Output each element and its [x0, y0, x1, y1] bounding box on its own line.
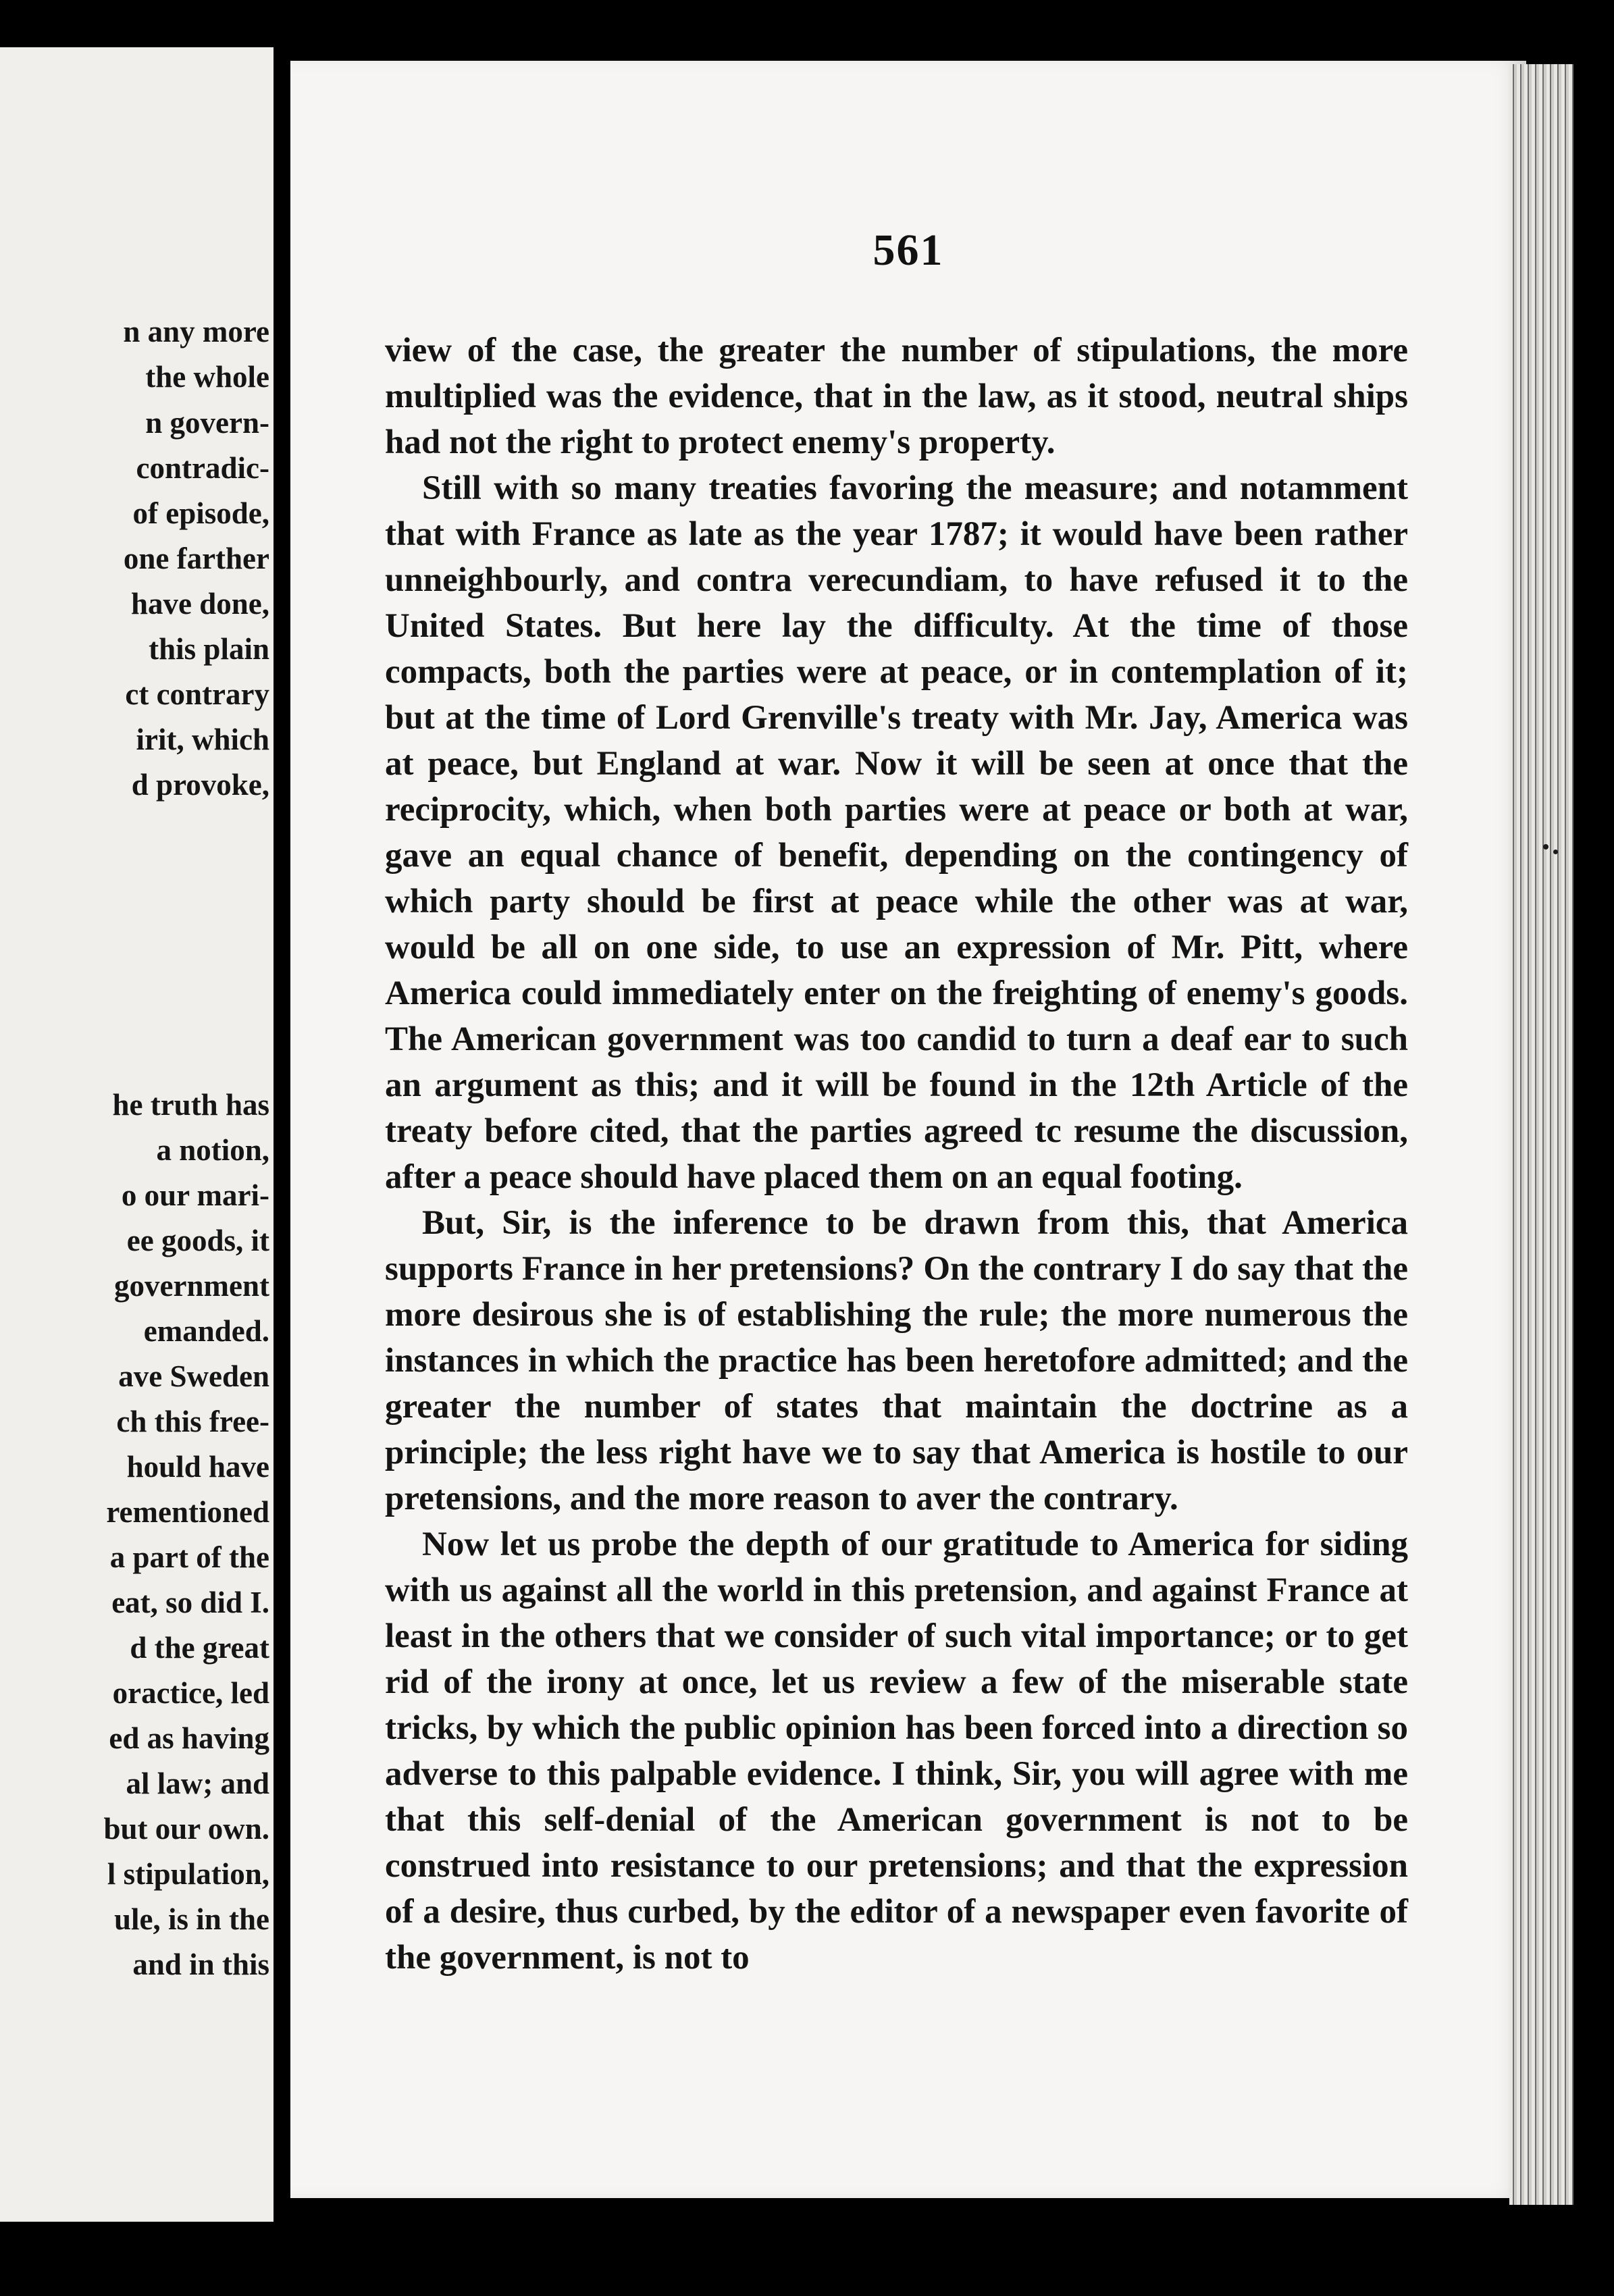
facing-line: hould have [126, 1450, 269, 1484]
facing-line: eat, so did I. [111, 1586, 269, 1619]
facing-page [0, 47, 278, 2222]
paragraph: Still with so many treaties favoring the measure; and notamment that with France as late as the year 1787; it would have been rather unneighbourly, and contra verecundiam, to have refused it to the United States. But here lay the difficulty. At the time of those compacts, both the parties were at peace, or in contemplation of it; but at the time of Lord Grenville's treaty with Mr. Jay, America was at peace, but England at war. Now it will be seen at once that the reciprocity, which, when both parties were at peace or both at war, gave an equal chance of benefit, depending on the contingency of which party should be first at peace while the other was at war, would be all on one side, to use an expression of Mr. Pitt, where America could immediately enter on the freighting of enemy's goods. The American government was too candid to turn a deaf ear to such an argument as this; and it will be found in the 12th Article of the treaty before cited, that the parties agreed tc resume the discussion, after a peace should have placed them on an equal footing. [385, 469, 1408, 1196]
paragraph: view of the case, the greater the number of stipulations, the more multiplied was the evidence, that in the law, as it stood, neutral ships had not the right to protect enemy's property. [385, 332, 1408, 461]
facing-line: emanded. [143, 1314, 269, 1348]
paragraph: Now let us probe the depth of our gratitude to America for siding with us against all the world in this pretension, and against France at least in the others that we consider of such vital importance; or to get rid of the irony at once, let us review a few of the miserable state tricks, by which the public opinion has been forced into a direction so adverse to this palpable evidence. I think, Sir, you will agree with me that this self-denial of the American government is not to be construed into resistance to our pretensions; and that the expression of a desire, thus curbed, by the editor of a newspaper even favorite of the government, is not to [385, 1525, 1408, 1977]
facing-line: a part of the [109, 1540, 269, 1574]
facing-line: l stipulation, [107, 1857, 269, 1891]
facing-line: oractice, led [112, 1676, 269, 1710]
facing-line: o our mari- [121, 1178, 269, 1212]
facing-line: d the great [130, 1631, 269, 1665]
facing-line: contradic- [136, 451, 269, 485]
page-edges [1509, 64, 1573, 2205]
facing-line: government [114, 1269, 269, 1303]
facing-line: but our own. [103, 1812, 269, 1846]
facing-line: rementioned [106, 1495, 269, 1529]
facing-line: a notion, [156, 1133, 269, 1167]
facing-line: n any more [123, 315, 269, 348]
facing-line: ct contrary [125, 677, 269, 711]
facing-line: he truth has [112, 1088, 269, 1122]
paragraph: But, Sir, is the inference to be drawn from this, that America supports France in her pretensions? On the contrary I do say that the more desirous she is of establishing the rule; the more numerous the instances in which the practice has been heretofore admitted; and the greater the number of states that maintain the doctrine as a principle; the less right have we to say that America is hostile to our pretensions, and the more reason to aver the contrary. [385, 1204, 1408, 1517]
facing-line: n govern- [145, 406, 269, 440]
facing-line: irit, which [136, 723, 269, 756]
page-number: 561 [873, 226, 944, 275]
facing-line: have done, [130, 587, 269, 621]
facing-line: al law; and [126, 1767, 269, 1800]
main-page [290, 61, 1526, 2198]
facing-line: and in this [132, 1948, 269, 1981]
facing-line: ed as having [109, 1721, 269, 1755]
book-gutter [274, 0, 290, 2296]
facing-line: of episode, [132, 496, 269, 530]
facing-line: d provoke, [131, 768, 269, 802]
facing-line: ee goods, it [126, 1224, 269, 1257]
facing-line: ule, is in the [113, 1902, 269, 1936]
speck-mark [1553, 850, 1558, 854]
body-text [385, 328, 1408, 1981]
speck-mark [1543, 844, 1548, 850]
facing-line: ch this free- [116, 1405, 269, 1438]
facing-line: one farther [123, 542, 269, 575]
facing-line: this plain [149, 632, 269, 666]
facing-line: ave Sweden [118, 1359, 269, 1393]
facing-line: the whole [145, 360, 269, 394]
